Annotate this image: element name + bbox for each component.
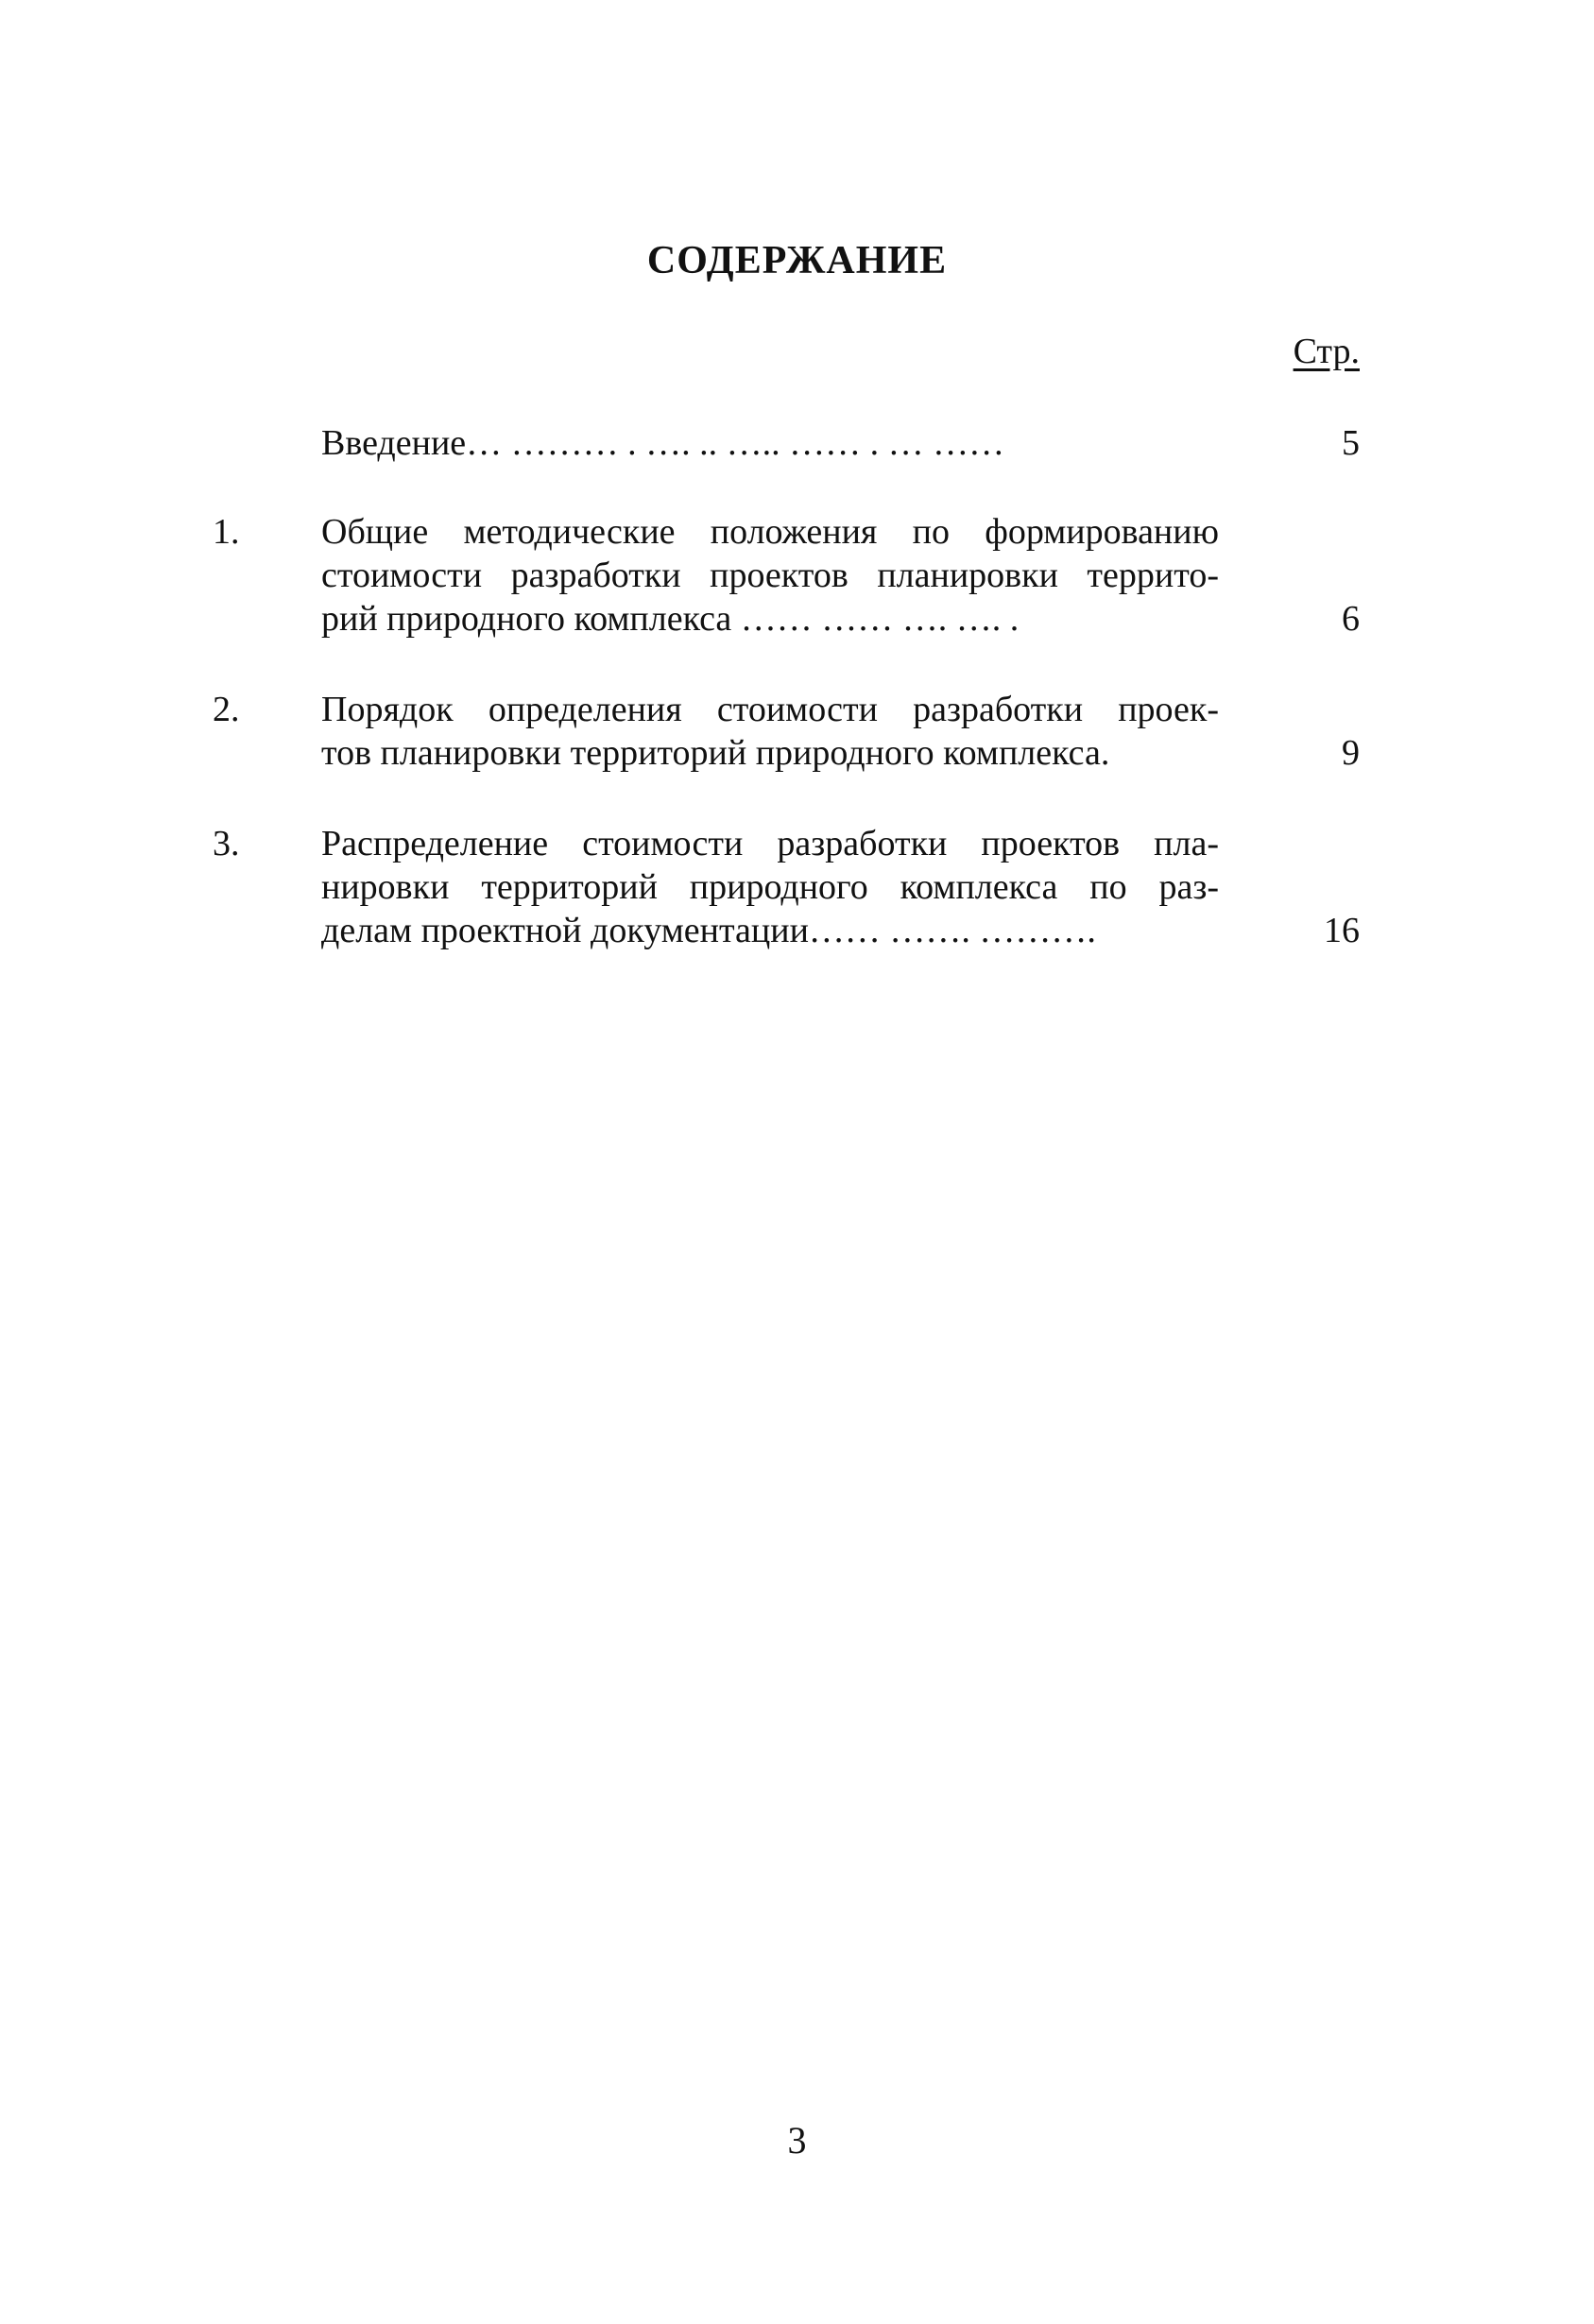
toc-entry-line: тов планировки территорий природного комплекса. <box>321 733 1110 773</box>
document-title: СОДЕРЖАНИЕ <box>646 239 948 282</box>
page-column-header: Стр. <box>1293 332 1360 371</box>
toc-entry-number: 2. <box>213 690 240 729</box>
toc-entry-text <box>321 688 1219 775</box>
toc-entry-page: 9 <box>1342 733 1360 773</box>
toc-entry-page: 5 <box>1342 423 1360 463</box>
toc-entry-line: Общие методические положения по формированию <box>321 512 1219 552</box>
toc-entry-line: Порядок определения стоимости разработки проек- <box>321 690 1219 729</box>
toc-entry-page: 6 <box>1342 599 1360 639</box>
toc-entry-line: рий природного комплекса …… …… …. …. . <box>321 599 1020 639</box>
toc-entry-number: 1. <box>213 512 240 552</box>
toc-entry-page: 16 <box>1324 911 1360 950</box>
toc-entry-line: стоимости разработки проектов планировки террито- <box>321 555 1219 595</box>
toc-entry-line: Распределение стоимости разработки проектов пла- <box>321 824 1219 863</box>
toc-entry-text <box>321 822 1219 952</box>
toc-entry-number: 3. <box>213 824 240 863</box>
toc-entry-line: делам проектной документации…… ……. ………. <box>321 911 1096 950</box>
page-number: 3 <box>787 2119 807 2162</box>
toc-entry-line: Введение… ……… . …. .. ….. …… . … …… <box>321 423 1005 463</box>
toc-entry-text <box>321 421 1219 465</box>
toc-entry-text <box>321 510 1219 641</box>
toc-entry-line: нировки территорий природного комплекса по раз- <box>321 867 1219 907</box>
